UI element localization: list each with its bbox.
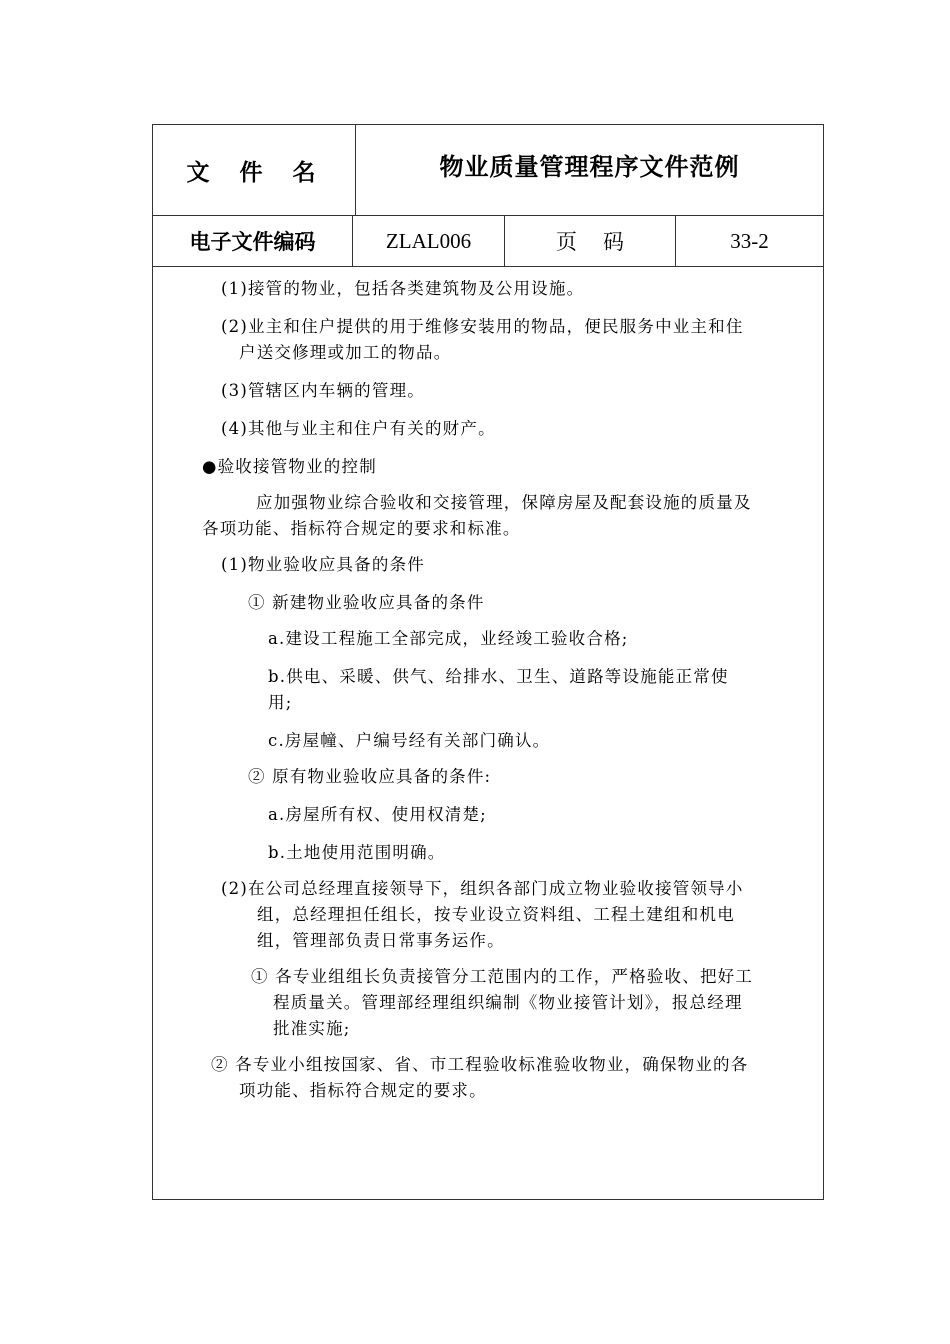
para-1-line-1: 应加强物业综合验收和交接管理，保障房屋及配套设施的质量及 — [256, 493, 752, 512]
page-value-cell — [676, 216, 823, 266]
cond-2-line-3: 组，管理部负责日常事务运作。 — [257, 931, 505, 950]
cond-2-2-line-1: ② 各专业小组按国家、省、市工程验收标准验收物业，确保物业的各 — [211, 1055, 749, 1074]
cond-1: (1)物业验收应具备的条件 — [221, 555, 425, 574]
file-name-label-cell — [153, 125, 356, 215]
cond-2-1-line-3: 批准实施; — [273, 1019, 351, 1038]
cond-2-1-line-1: ① 各专业组组长负责接管分工范围内的工作，严格验收、把好工 — [251, 967, 754, 986]
cond-1-1-c: c.房屋幢、户编号经有关部门确认。 — [268, 731, 551, 750]
section-heading: ●验收接管物业的控制 — [202, 457, 377, 476]
para-1-line-2: 各项功能、指标符合规定的要求和标准。 — [202, 519, 521, 538]
page-value: 33-2 — [730, 228, 769, 253]
cond-1-2-b: b.土地使用范围明确。 — [268, 843, 446, 862]
item-4: (4)其他与业主和住户有关的财产。 — [221, 419, 496, 438]
cond-1-1-a: a.建设工程施工全部完成，业经竣工验收合格; — [268, 629, 629, 648]
cond-1-1-b-line-2: 用; — [268, 693, 293, 712]
code-value-cell — [353, 216, 505, 266]
cond-1-2-a: a.房屋所有权、使用权清楚; — [268, 805, 487, 824]
file-name-label: 文件名 — [186, 159, 346, 186]
item-1: (1)接管的物业，包括各类建筑物及公用设施。 — [221, 279, 585, 298]
code-label-cell — [153, 216, 353, 266]
document-title: 物业质量管理程序文件范例 — [439, 153, 740, 181]
cond-1-1-b-line-1: b.供电、采暖、供气、给排水、卫生、道路等设施能正常使 — [268, 667, 729, 686]
cond-2-line-1: (2)在公司总经理直接领导下，组织各部门成立物业验收接管领导小 — [221, 879, 744, 898]
title-cell — [356, 125, 823, 215]
cond-2-2-line-2: 项功能、指标符合规定的要求。 — [239, 1081, 487, 1100]
document-frame — [152, 124, 824, 1200]
cond-1-1: ① 新建物业验收应具备的条件 — [248, 593, 485, 612]
item-2-line-1: (2)业主和住户提供的用于维修安装用的物品，便民服务中业主和住 — [221, 317, 744, 336]
code-value: ZLAL006 — [385, 228, 472, 253]
cond-2-1-line-2: 程质量关。管理部经理组织编制《物业接管计划》，报总经理 — [273, 993, 743, 1012]
item-3: (3)管辖区内车辆的管理。 — [221, 381, 425, 400]
header-row-meta — [153, 216, 823, 267]
header-row-title — [153, 125, 823, 216]
cond-2-line-2: 组，总经理担任组长，按专业设立资料组、工程土建组和机电 — [257, 905, 735, 924]
code-label: 电子文件编码 — [189, 230, 316, 254]
cond-1-2: ② 原有物业验收应具备的条件: — [248, 767, 492, 786]
page-label-cell — [505, 216, 676, 266]
page-label: 页码 — [556, 230, 650, 254]
item-2-line-2: 户送交修理或加工的物品。 — [239, 343, 452, 362]
